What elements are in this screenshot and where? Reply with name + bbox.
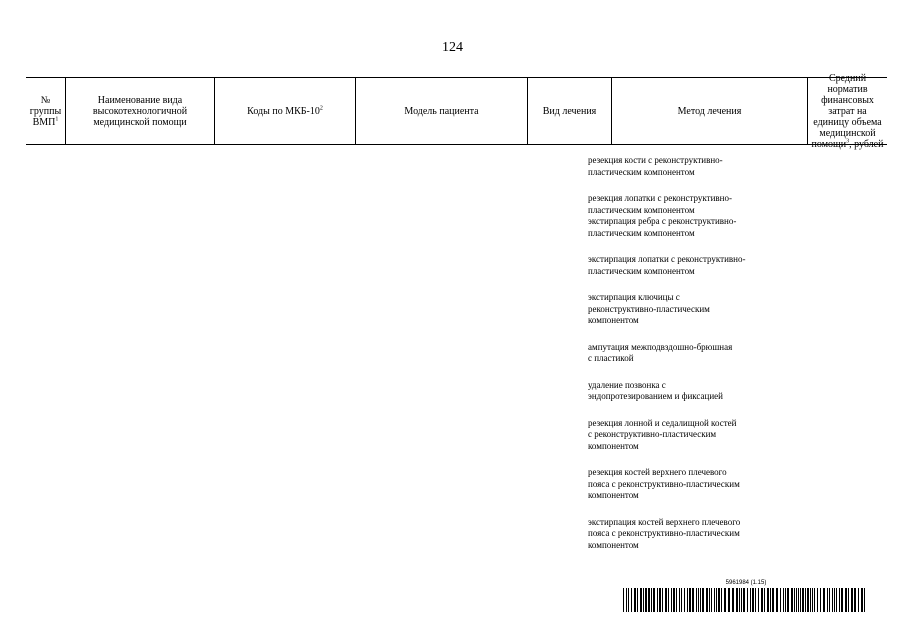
method-item: резекция кости с реконструктивно- пластическим компонентом <box>588 155 723 177</box>
method-item: экстирпация ключицы с реконструктивно-пластическим компонентом <box>588 292 710 325</box>
header-cost-norm-suffix: , рублей <box>849 138 884 150</box>
barcode-icon <box>623 588 869 612</box>
method-item: удаление позвонка с эндопротезированием и фиксацией <box>588 379 723 401</box>
header-treatment-type <box>528 78 612 144</box>
footnote-2: 2 <box>319 105 323 112</box>
header-patient-model-label: Модель пациента <box>404 105 479 117</box>
method-item: экстирпация костей верхнего плечевого пояса с реконструктивно-пластическим компонентом <box>588 516 741 550</box>
header-mkb-codes-label: Коды по МКБ-10 <box>247 105 320 117</box>
header-group-number <box>26 78 66 144</box>
header-patient-model <box>356 78 528 144</box>
header-mkb-codes <box>215 78 356 144</box>
header-treatment-method <box>612 78 808 144</box>
table-header <box>26 72 887 150</box>
header-vmp-name <box>66 78 215 144</box>
barcode-number: 5961984 (1.15) <box>725 580 767 586</box>
page-number: 124 <box>442 40 463 55</box>
method-item: ампутация межподвздошно-брюшная с пластикой <box>588 341 733 363</box>
method-item: резекция лонной и седалищной костей с реконструктивно-пластическим компонентом <box>588 417 737 451</box>
document-barcode <box>623 580 869 612</box>
method-item: резекция лопатки с реконструктивно- пластическим компонентом экстирпация ребра с реконструктивно- пластическим компонентом <box>588 193 737 238</box>
footnote-1: 1 <box>55 116 59 123</box>
header-vmp-name-label: Наименование вида высокотехнологичной медицинской помощи <box>92 94 188 128</box>
footnote-3: 3 <box>846 138 850 145</box>
header-cost-norm <box>808 72 887 150</box>
method-item: резекция костей верхнего плечевого пояса с реконструктивно-пластическим компонентом <box>588 467 740 500</box>
header-cost-norm-label: Средний норматив финансовых затрат на единицу объема медицинской помощи <box>811 72 882 150</box>
method-item: экстирпация лопатки с реконструктивно- пластическим компонентом <box>588 254 746 276</box>
header-treatment-method-label: Метод лечения <box>677 105 742 117</box>
header-treatment-type-label: Вид лечения <box>542 105 597 117</box>
header-group-number-label: № группы ВМП <box>29 94 62 128</box>
treatment-methods-list <box>588 155 788 551</box>
